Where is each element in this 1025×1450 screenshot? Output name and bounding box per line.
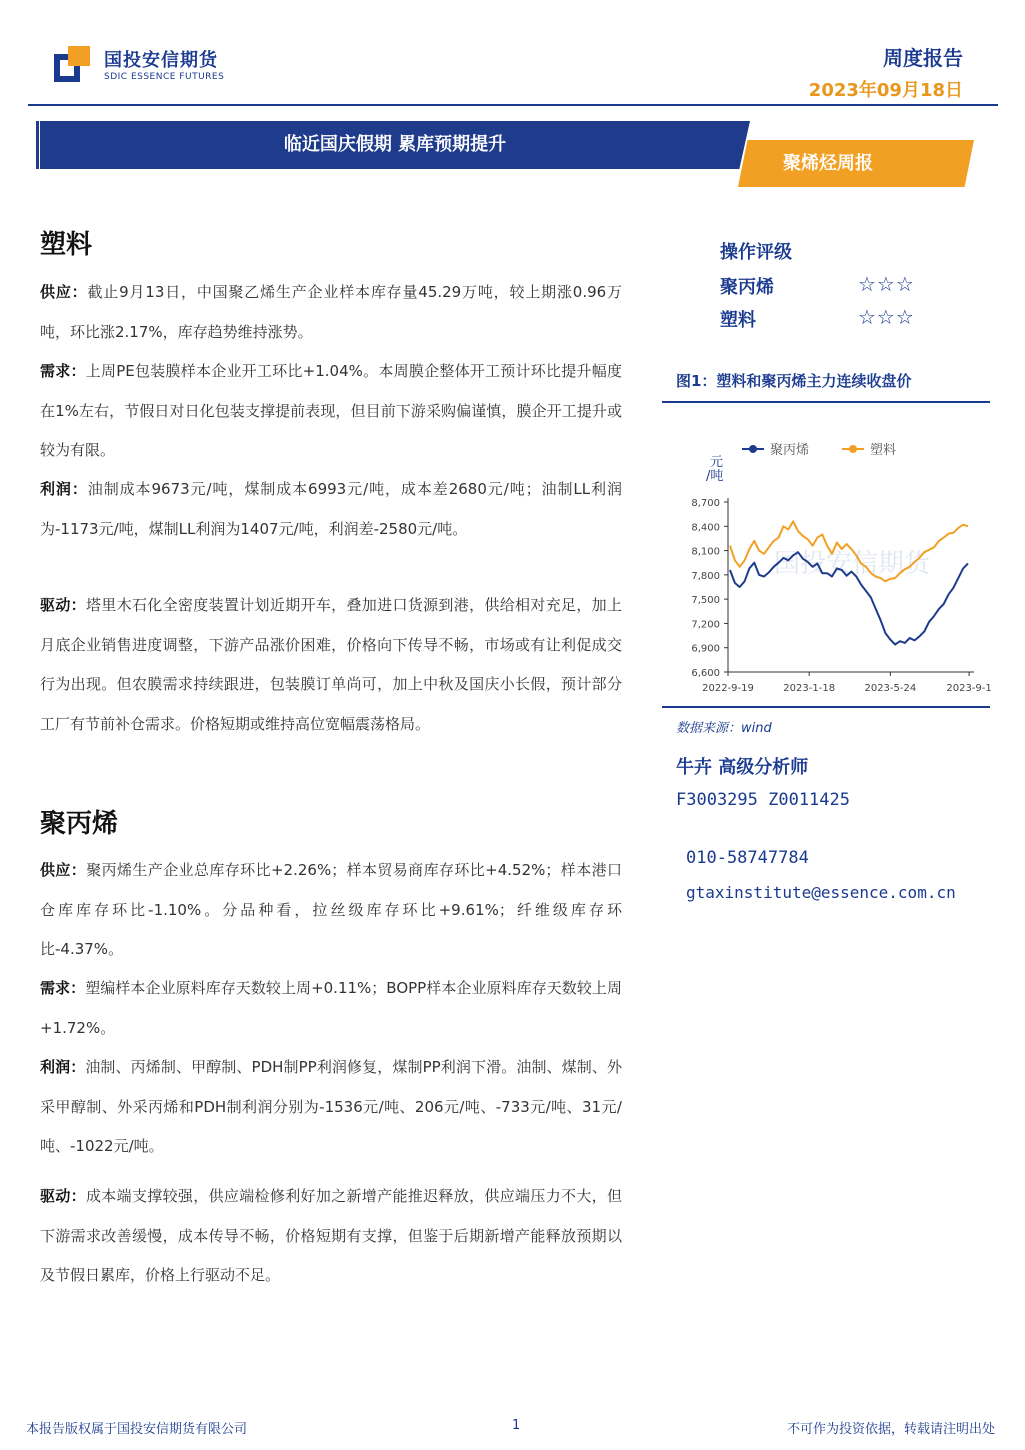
y-tick-label: 7,500 xyxy=(691,595,720,607)
pp-supply-paragraph xyxy=(40,851,622,970)
data-source: 数据来源：wind xyxy=(676,721,772,736)
y-tick-label: 8,700 xyxy=(691,498,720,509)
para-label: 供应： xyxy=(40,861,87,879)
para-label: 利润： xyxy=(40,480,88,498)
y-tick-label: 8,100 xyxy=(691,546,720,558)
para-text: 油制成本9673元/吨，煤制成本6993元/吨，成本差2680元/吨；油制LL利润为-1173元/吨，煤制LL利润为1407元/吨，利润差-2580元/吨。 xyxy=(40,480,622,538)
plastic-driver-paragraph xyxy=(40,586,622,744)
analyst-name: 牛卉 高级分析师 xyxy=(676,757,809,778)
analyst-email[interactable]: gtaxinstitute@essence.com.cn xyxy=(686,883,956,902)
rating-stars-plastic: ☆☆☆ xyxy=(858,305,915,329)
logo-text-en: SDIC ESSENCE FUTURES xyxy=(104,72,225,82)
para-text: 上周PE包装膜样本企业开工环比+1.04%。本周膜企整体开工预计环比提升幅度在1%左右，节假日对日化包装支撑提前表现，但目前下游采购偏谨慎，膜企开工提升或较为有限。 xyxy=(40,362,622,459)
para-text: 塔里木石化全密度装置计划近期开车，叠加进口货源到港，供给相对充足，加上月底企业销售进度调整，下游产品涨价困难，价格向下传导不畅，市场或有让利促成交行为出现。但农膜需求持续跟进，包装膜订单尚可，加上中秋及国庆小长假，预计部分工厂有节前补仓需求。价格短期或维持高位宽幅震荡格局。 xyxy=(40,596,622,733)
rating-title: 操作评级 xyxy=(720,242,792,263)
analyst-phone: 010-58747784 xyxy=(686,848,809,868)
report-type: 周度报告 xyxy=(883,46,963,70)
report-date: 2023年09月18日 xyxy=(808,80,963,101)
chart-watermark: 国投安信期货 xyxy=(773,549,931,579)
x-tick-label: 2023-1-18 xyxy=(783,683,836,694)
para-label: 利润： xyxy=(40,1058,86,1076)
legend-marker-pp xyxy=(749,445,757,453)
report-subtitle: 聚烯烃周报 xyxy=(783,153,873,174)
para-label: 驱动： xyxy=(40,1187,86,1205)
y-axis-label-bottom: /吨 xyxy=(706,469,724,484)
company-logo xyxy=(52,40,242,90)
plastic-supply-paragraph xyxy=(40,273,622,352)
figure-rule-bottom xyxy=(662,706,990,708)
rating-name-plastic: 塑料 xyxy=(720,310,756,331)
rating-name-pp: 聚丙烯 xyxy=(720,277,774,298)
figure-rule-top xyxy=(662,401,990,403)
pp-profit-paragraph xyxy=(40,1048,622,1167)
para-text: 塑编样本企业原料库存天数较上周+0.11%；BOPP样本企业原料库存天数较上周+1.72%。 xyxy=(40,979,622,1037)
rating-stars-pp: ☆☆☆ xyxy=(858,272,915,296)
legend-label-plastic: 塑料 xyxy=(870,443,897,458)
para-label: 需求： xyxy=(40,362,86,380)
x-tick-label: 2023-9-1 xyxy=(946,683,992,694)
x-tick-label: 2022-9-19 xyxy=(702,683,754,694)
price-line-chart xyxy=(662,420,992,705)
logo-text-cn: 国投安信期货 xyxy=(104,50,218,71)
y-tick-label: 8,400 xyxy=(691,522,720,534)
y-tick-label: 6,900 xyxy=(691,643,720,655)
footer-disclaimer: 不可作为投资依据，转载请注明出处 xyxy=(786,1422,995,1437)
page-number: 1 xyxy=(512,1418,521,1433)
x-tick-label: 2023-5-24 xyxy=(864,683,917,694)
y-tick-label: 7,200 xyxy=(691,619,720,631)
para-label: 驱动： xyxy=(40,596,86,614)
para-text: 油制、丙烯制、甲醇制、PDH制PP利润修复，煤制PP利润下滑。油制、煤制、外采甲醇制、外采丙烯和PDH制利润分别为-1536元/吨、206元/吨、-733元/吨、31元/吨、-1022元/吨。 xyxy=(40,1058,622,1155)
y-tick-label: 6,600 xyxy=(691,668,720,679)
section-title-plastic: 塑料 xyxy=(40,230,93,260)
legend-label-pp: 聚丙烯 xyxy=(770,443,810,458)
para-text: 聚丙烯生产企业总库存环比+2.26%；样本贸易商库存环比+4.52%；样本港口仓库库存环比-1.10%。分品种看，拉丝级库存环比+9.61%；纤维级库存环比-4.37%。 xyxy=(40,861,622,958)
para-label: 需求： xyxy=(40,979,86,997)
para-label: 供应： xyxy=(40,283,88,301)
para-text: 截止9月13日，中国聚乙烯生产企业样本库存量45.29万吨，较上期涨0.96万吨，环比涨2.17%，库存趋势维持涨势。 xyxy=(40,283,622,341)
report-title: 临近国庆假期 累库预期提升 xyxy=(283,134,507,155)
figure-title: 图1：塑料和聚丙烯主力连续收盘价 xyxy=(676,372,912,390)
header-divider xyxy=(28,104,998,106)
legend-marker-plastic xyxy=(849,445,857,453)
plastic-demand-paragraph xyxy=(40,352,622,471)
para-text: 成本端支撑较强，供应端检修利好加之新增产能推迟释放，供应端压力不大，但下游需求改善缓慢，成本传导不畅，价格短期有支撑，但鉴于后期新增产能释放预期以及节假日累库，价格上行驱动不足。 xyxy=(40,1187,622,1284)
analyst-certificate: F3003295 Z0011425 xyxy=(676,790,850,810)
y-tick-label: 7,800 xyxy=(691,570,720,582)
banner-edge xyxy=(36,121,39,169)
logo-mark-icon xyxy=(52,44,92,84)
plastic-profit-paragraph xyxy=(40,470,622,549)
y-axis-label-top: 元 xyxy=(710,455,724,470)
footer-copyright: 本报告版权属于国投安信期货有限公司 xyxy=(26,1422,248,1437)
section-title-pp: 聚丙烯 xyxy=(40,809,119,839)
pp-driver-paragraph xyxy=(40,1177,622,1296)
pp-demand-paragraph xyxy=(40,969,622,1048)
